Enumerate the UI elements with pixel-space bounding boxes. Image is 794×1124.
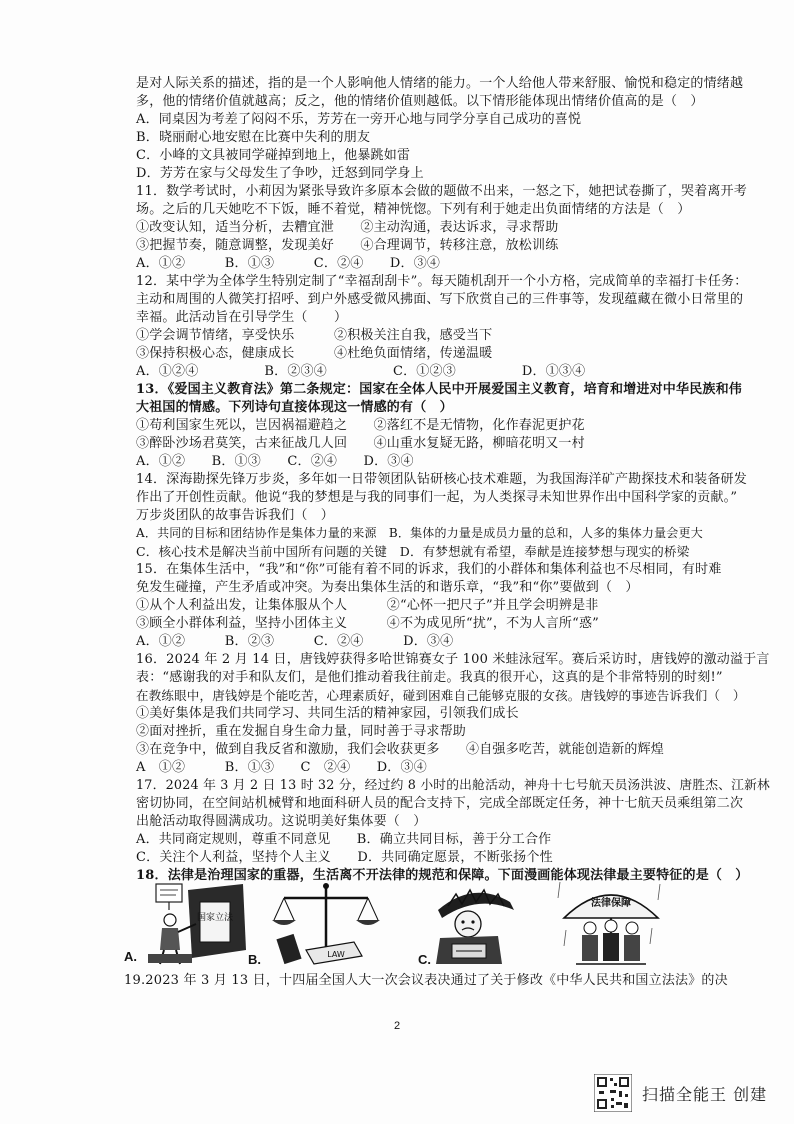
q10-stem-line-2: 多，他的情绪价值就越高；反之，他的情绪价值则越低。以下情形能体现出情绪价值高的是（ ） (136, 94, 704, 109)
q14-stem-line-3: 万步炎团队的故事告诉我们（ ） (136, 508, 335, 523)
q12-items-2: ③保持积极心态，健康成长 ④杜绝负面情绪，传递温暖 (136, 346, 493, 361)
q15-items-2: ③顾全小群体利益，坚持小团体主义 ④不为成见所“扰”，不为人言所“惑” (136, 616, 599, 631)
q10-stem-line-1: 是对人际关系的描述，指的是一个人影响他人情绪的能力。一个人给他人带来舒服、愉悦和稳定的情绪越 (136, 76, 744, 91)
cartoon-c-label: C. (418, 952, 431, 967)
q14-stem-line-1: 14．深海勘探先锋万步炎，多年如一日带领团队钻研核心技术难题，为我国海洋矿产勘探技术和装备研发 (136, 472, 747, 487)
q17-options-cd: C．关注个人利益，坚持个人主义 D．共同确定愿景，不断张扬个性 (136, 850, 553, 865)
watermark-text: 扫描全能王 创建 (642, 1084, 768, 1104)
q13-stem-line-2: 大祖国的情感。下列诗句直接体现这一情感的有（ ） (136, 400, 453, 415)
q14-options-ab: A．共同的目标和团结协作是集体力量的来源 B．集体的力量是成员力量的总和，人多的集体力量会更大 (136, 526, 703, 540)
q12-stem-line-1: 12．某中学为全体学生特别定制了“幸福刮刮卡”。每天随机刮开一个小方格，完成简单的幸福打卡任务： (136, 274, 748, 289)
cartoon-a-label: A. (124, 949, 137, 964)
q15-items-1: ①从个人利益出发，让集体服从个人 ②“心怀一把尺子”并且学会明辨是非 (136, 598, 599, 613)
q11-options: A．①② B．①③ C．②④ D．③④ (136, 256, 441, 271)
q16-stem-line-1: 16．2024 年 2 月 14 日，唐钱婷获得多哈世锦赛女子 100 米蛙泳冠军。赛后采访时，唐钱婷的激动溢于言 (136, 652, 770, 667)
q11-stem-line-1: 11．数学考试时，小莉因为紧张导致许多原本会做的题做不出来，一怒之下，她把试卷撕了，哭着离开考 (136, 184, 747, 199)
q16-stem-line-2: 表：“感谢我的对手和队友们，是他们推动着我往前走。我真的很开心，这真的是个非常特别的时刻!” (136, 670, 723, 685)
q19-stem-line-1: 19.2023 年 3 月 13 日，十四届全国人大一次会议表决通过了关于修改《中华人民共和国立法法》的决 (124, 973, 728, 988)
q12-stem-line-3: 幸福。此活动旨在引导学生（ ） (136, 310, 348, 325)
q16-stem-line-3: 在教练眼中，唐钱婷是个能吃苦，心理素质好，碰到困难自己能够克服的女孩。唐钱婷的事迹告诉我们（ ） (136, 688, 746, 703)
cartoon-a-sign: 国家立法 (196, 913, 234, 923)
cartoon-d-sign: 法律保障 (591, 898, 631, 909)
q10-option-d: D．芳芳在家与父母发生了争吵，迁怒到同学身上 (136, 166, 424, 181)
q17-stem-line-1: 17．2024 年 3 月 2 日 13 时 32 分，经过约 8 小时的出舱活动，神舟十七号航天员汤洪波、唐胜杰、江新林 (136, 778, 770, 793)
page-number: 2 (394, 1020, 401, 1032)
q12-stem-line-2: 主动和周围的人微笑打招呼、到户外感受微风拂面、写下欣赏自己的三件事等，发现蕴藏在微小日常里的 (136, 292, 744, 307)
q12-items-1: ①学会调节情绪，享受快乐 ②积极关注自我，感受当下 (136, 328, 493, 343)
q17-options-ab: A．共同商定规则，尊重不同意见 B．确立共同目标，善于分工合作 (136, 832, 552, 847)
cartoon-a-image (148, 880, 253, 965)
cartoon-c-image (418, 880, 528, 966)
q18-stem: 18．法律是治理国家的重器，生活离不开法律的规范和保障。下面漫画能体现法律最主要特征的是（ ） (136, 868, 749, 883)
q12-options: A．①②④ B．②③④ C．①②③ D．①③④ (136, 364, 586, 379)
q16-options: A ①② B．①③ C ②④ D．③④ (136, 760, 427, 775)
cartoon-b-sign: LAW (327, 950, 345, 959)
q16-items-1: ①美好集体是我们共同学习、共同生活的精神家园，引领我们成长 (136, 706, 519, 721)
q10-option-c: C．小峰的文具被同学碰掉到地上，他暴跳如雷 (136, 148, 411, 163)
q13-items-1: ①苟利国家生死以，岂因祸福避趋之 ②落红不是无情物，化作春泥更护花 (136, 418, 585, 433)
q13-options: A．①② B．①③ C．②④ D．③④ (136, 454, 414, 469)
q10-option-b: B．晓丽耐心地安慰在比赛中失利的朋友 (136, 130, 371, 145)
q17-stem-line-3: 出舱活动取得圆满成功。这说明美好集体要（ ） (136, 814, 427, 829)
q15-stem-line-2: 免发生碰撞，产生矛盾或冲突。为奏出集体生活的和谐乐章，“我”和“你”要做到（ ） (136, 580, 639, 595)
q14-options-cd: C．核心技术是解决当前中国所有问题的关键 D．有梦想就有希望，奉献是连接梦想与现实的桥梁 (136, 544, 690, 559)
q16-items-3: ③在竞争中，做到自我反省和激励，我们会收获更多 ④自强多吃苦，就能创造新的辉煌 (136, 742, 665, 757)
q11-items-2: ③把握节奏，随意调整，发现美好 ④合理调节，转移注意，放松训练 (136, 238, 559, 253)
cartoon-b-image (266, 880, 386, 966)
qr-code-icon (594, 1074, 632, 1112)
q13-stem-line-1: 13．《爱国主义教育法》第二条规定：国家在全体人民中开展爱国主义教育，培育和增进对中华民族和伟 (136, 382, 742, 397)
q14-stem-line-2: 作出了开创性贡献。他说“我的梦想是与我的同事们一起，为人类探寻未知世界作出中国科学家的贡献。” (136, 490, 738, 505)
q10-option-a: A．同桌因为考差了闷闷不乐，芳芳在一旁开心地与同学分享自己成功的喜悦 (136, 112, 582, 127)
cartoon-d-image (556, 878, 666, 968)
q13-items-2: ③醉卧沙场君莫笑，古来征战几人回 ④山重水复疑无路，柳暗花明又一村 (136, 436, 585, 451)
q17-stem-line-2: 密切协同，在空间站机械臂和地面科研人员的配合支持下，完成全部既定任务，神十七航天员乘组第二次 (136, 796, 744, 811)
q15-stem-line-1: 15．在集体生活中，“我”和“你”可能有着不同的诉求，我们的小群体和集体利益也不尽相同，有时难 (136, 562, 722, 577)
q15-options: A．①② B．②③ C．②④ D．③④ (136, 634, 454, 649)
q11-stem-line-2: 场。之后的几天她吃不下饭，睡不着觉，精神恍惚。下列有利于她走出负面情绪的方法是（ ） (136, 202, 691, 217)
cartoon-b-label: B. (248, 952, 261, 967)
scanner-watermark (594, 1074, 767, 1112)
q11-items-1: ①改变认知，适当分析，去糟宜泄 ②主动沟通，表达诉求，寻求帮助 (136, 220, 559, 235)
q16-items-2: ②面对挫折，重在发掘自身生命力量，同时善于寻求帮助 (136, 724, 467, 739)
